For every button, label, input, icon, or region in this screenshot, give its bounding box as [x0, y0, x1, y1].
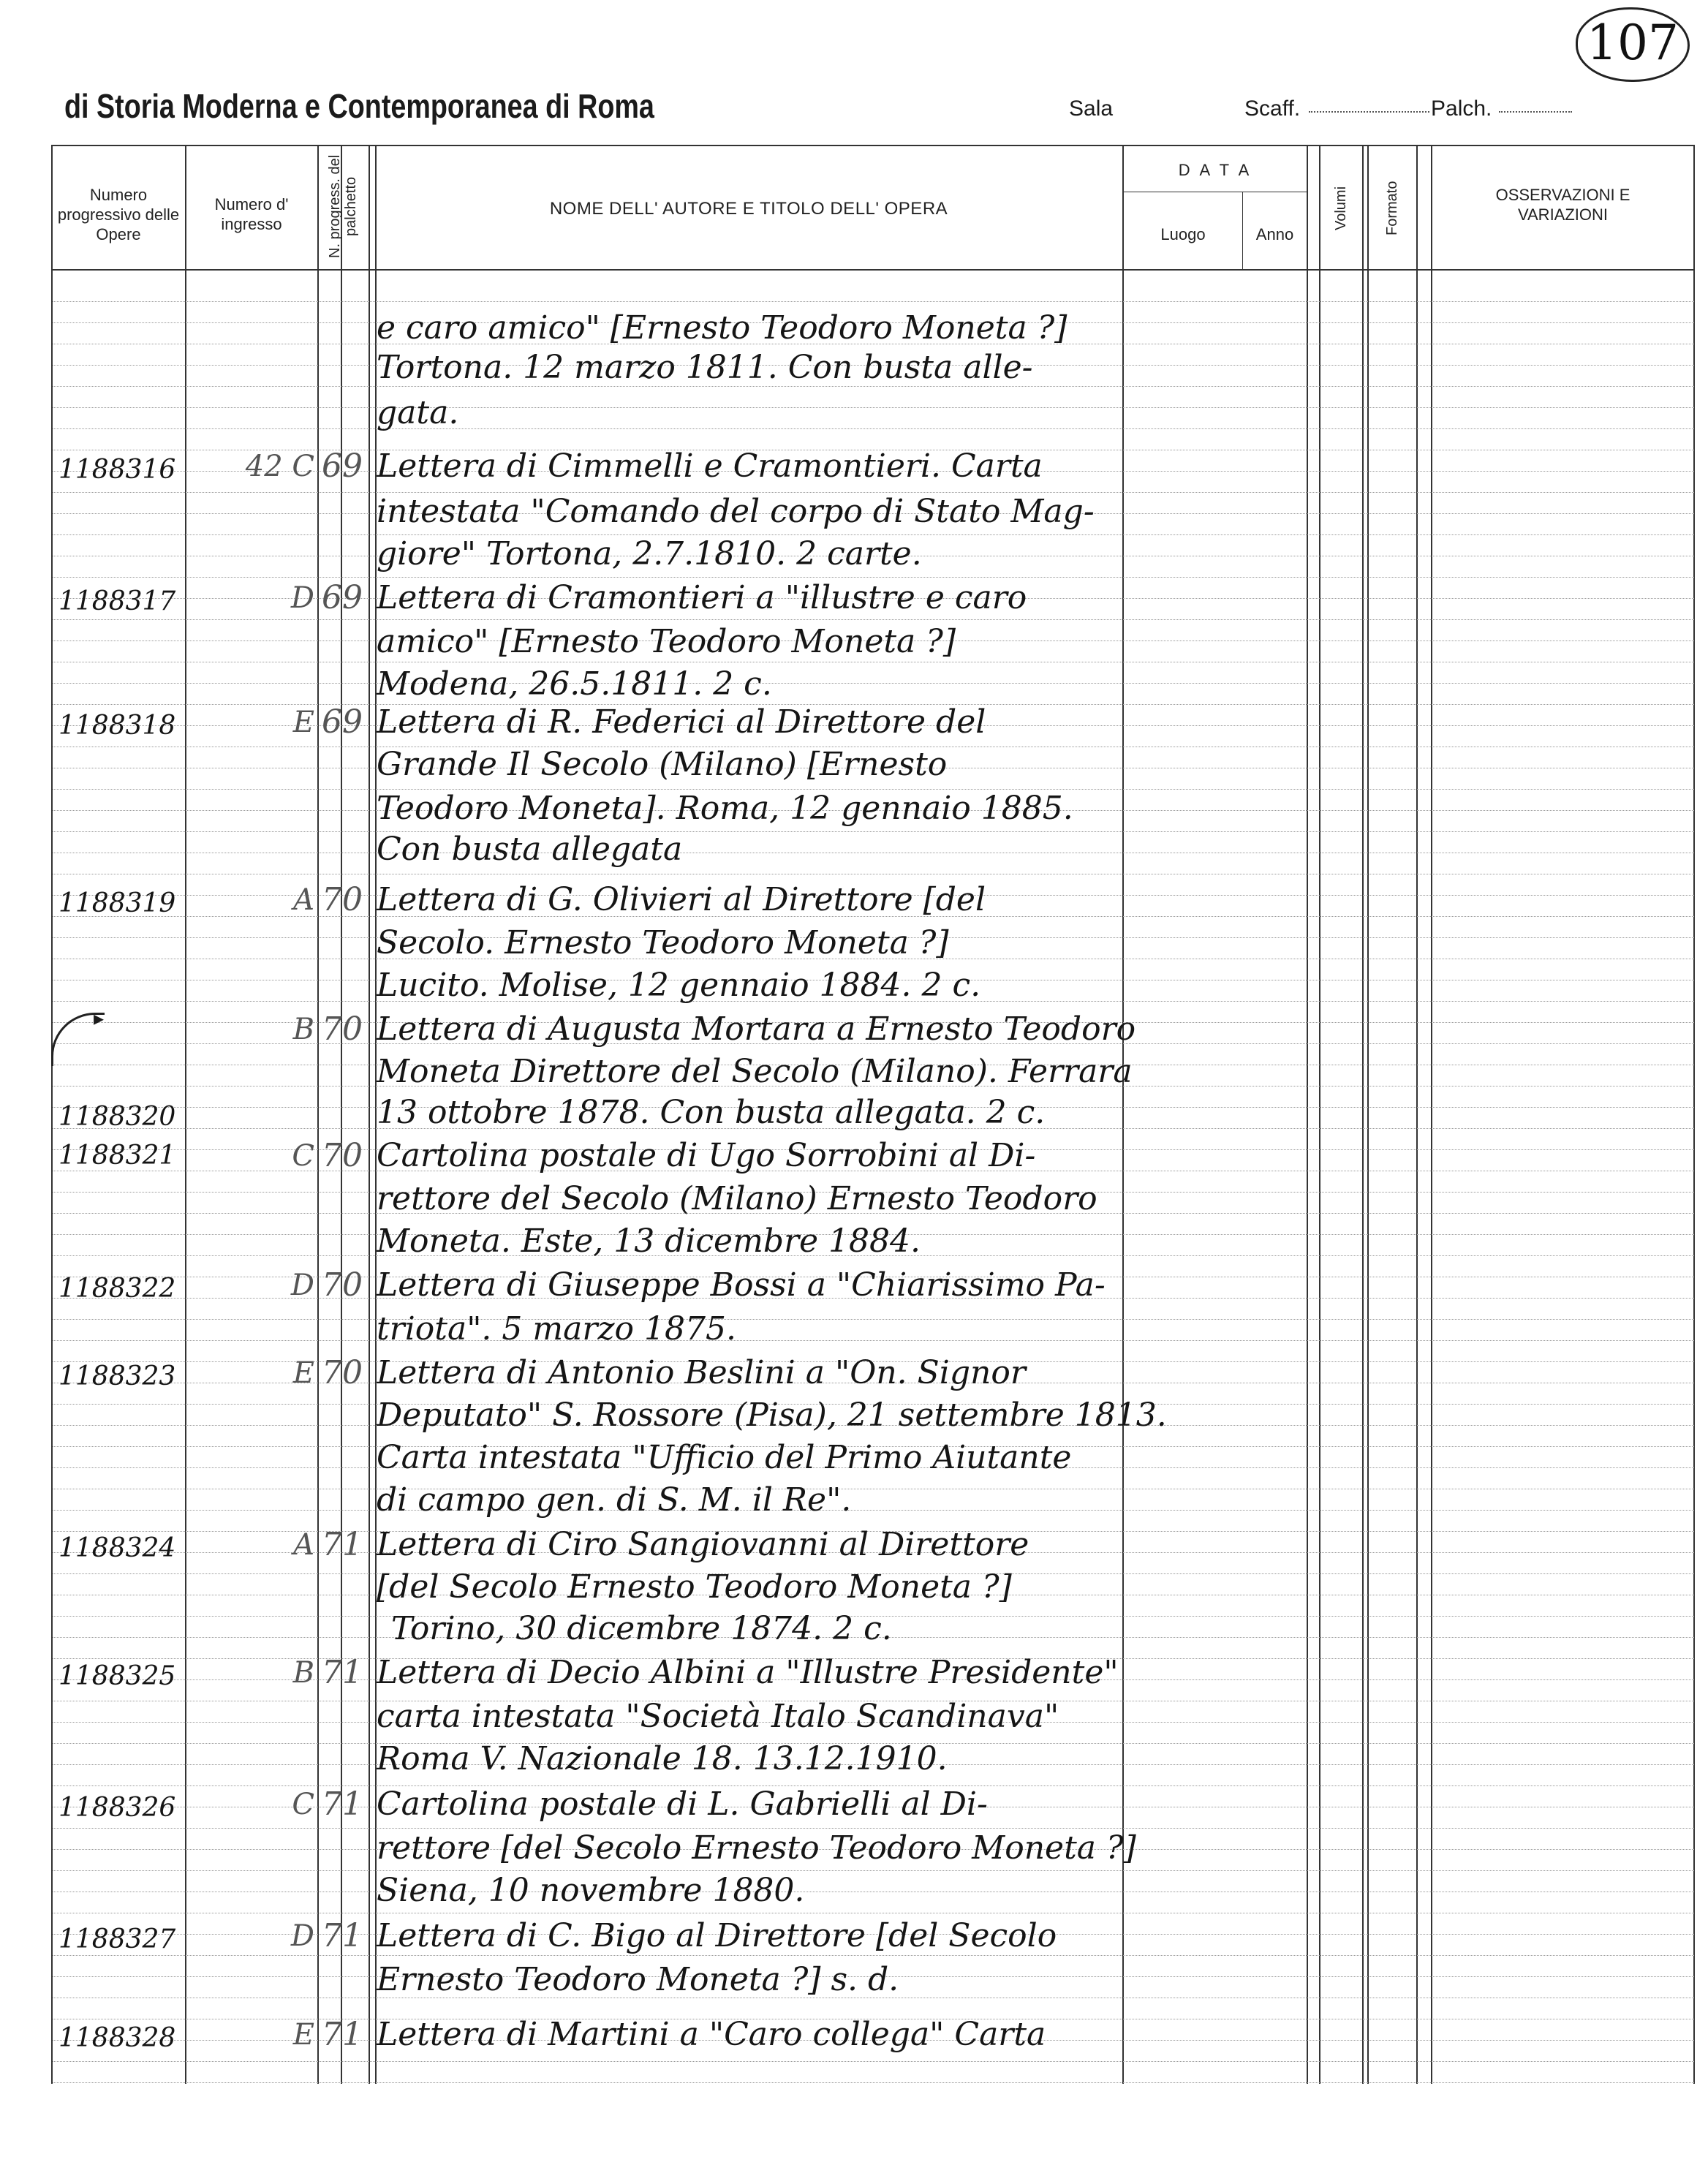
- col-header-osservazioni: OSSERVAZIONI E VARIAZIONI: [1495, 186, 1630, 224]
- entry-ingresso: D: [290, 1269, 314, 1302]
- entry-number: 1188316: [58, 455, 176, 485]
- entry-line: Siena, 10 novembre 1880.: [377, 1872, 805, 1909]
- col-header-formato: Formato: [1384, 181, 1400, 236]
- entry-line: Torino, 30 dicembre 1874. 2 c.: [391, 1610, 892, 1647]
- entry-ingresso: E: [292, 2018, 314, 2052]
- entry-line: e caro amico" [Ernesto Teodoro Moneta ?]: [377, 309, 1068, 347]
- entry-line: Tortona. 12 marzo 1811. Con busta alle-: [377, 349, 1033, 386]
- col-header-anno: Anno: [1255, 224, 1294, 243]
- entry-line: rettore del Secolo (Milano) Ernesto Teodoro: [377, 1180, 1097, 1217]
- entry-line: Lettera di Giuseppe Bossi a "Chiarissimo Pa-: [377, 1266, 1106, 1304]
- entry-line: rettore [del Secolo Ernesto Teodoro Moneta ?]: [377, 1829, 1136, 1867]
- entry-line: Modena, 26.5.1811. 2 c.: [377, 665, 772, 703]
- entry-line: Grande Il Secolo (Milano) [Ernesto: [377, 746, 948, 783]
- entry-number: 1188318: [58, 711, 176, 741]
- entry-line: Secolo. Ernesto Teodoro Moneta ?]: [377, 924, 949, 961]
- entry-ingresso: A: [293, 1528, 314, 1562]
- entry-line: Teodoro Moneta]. Roma, 12 gennaio 1885.: [377, 790, 1073, 827]
- entry-palchetto: 71: [322, 2016, 363, 2053]
- register-title: di Storia Moderna e Contemporanea di Roma: [64, 87, 654, 125]
- entry-line: Lettera di R. Federici al Direttore del: [377, 703, 986, 741]
- entry-line: triota". 5 marzo 1875.: [377, 1310, 736, 1348]
- col-line: [1693, 145, 1695, 2084]
- entry-line: intestata "Comando del corpo di Stato Mag-: [377, 493, 1095, 530]
- entry-line: Moneta Direttore del Secolo (Milano). Ferrara: [377, 1053, 1133, 1090]
- entry-number: 1188322: [58, 1274, 176, 1304]
- entry-line: Roma V. Nazionale 18. 13.12.1910.: [377, 1740, 948, 1777]
- header-bottom-border: [51, 269, 1695, 271]
- entry-line: Cartolina postale di Ugo Sorrobini al Di-: [377, 1137, 1036, 1174]
- entry-palchetto: 69: [322, 703, 363, 741]
- entry-line: Lettera di Cramontieri a "illustre e caro: [377, 579, 1027, 616]
- entry-line: Cartolina postale di L. Gabrielli al Di-: [377, 1785, 988, 1823]
- entry-line: Lettera di Martini a "Caro collega" Carta: [377, 2016, 1046, 2053]
- col-line: [317, 145, 319, 2084]
- ruled-line: [53, 2082, 1694, 2083]
- entry-line: Lettera di Ciro Sangiovanni al Direttore: [377, 1526, 1029, 1563]
- entry-number: 1188319: [58, 888, 176, 918]
- entry-ingresso: D: [290, 1919, 314, 1953]
- entry-number: 1188328: [58, 2023, 176, 2053]
- entry-number: 1188321: [58, 1141, 176, 1171]
- entry-ingresso: C: [292, 1139, 314, 1173]
- entry-number: 1188326: [58, 1793, 176, 1823]
- ruled-line: [53, 301, 1694, 302]
- entry-line: amico" [Ernesto Teodoro Moneta ?]: [377, 623, 956, 660]
- entry-line: Lettera di Antonio Beslini a "On. Signor: [377, 1354, 1026, 1391]
- entry-line: Deputato" S. Rossore (Pisa), 21 settembre 1813.: [377, 1397, 1167, 1434]
- entry-line: Moneta. Este, 13 dicembre 1884.: [377, 1222, 921, 1260]
- entry-number: 1188325: [58, 1661, 176, 1691]
- entry-line: giore" Tortona, 2.7.1810. 2 carte.: [377, 535, 922, 572]
- col-header-numero-progressivo: Numero progressivo delle Opere: [57, 185, 180, 243]
- entry-line: Lettera di Cimmelli e Cramontieri. Carta: [377, 447, 1043, 485]
- col-header-volumi: Volumi: [1333, 186, 1349, 231]
- col-header-data: D A T A: [1178, 160, 1252, 179]
- entry-ingresso: A: [293, 883, 314, 917]
- scaff-dotted-line: [1309, 111, 1429, 113]
- col-header-luogo: Luogo: [1160, 224, 1206, 243]
- sala-label: Sala: [1069, 97, 1114, 121]
- col-line: [51, 145, 53, 2084]
- entry-ingresso: 42 C: [245, 450, 314, 483]
- palch-label: Palch.: [1431, 97, 1492, 121]
- entry-palchetto: 70: [322, 881, 363, 918]
- entry-palchetto: 71: [322, 1654, 363, 1691]
- ruled-line: [53, 2061, 1694, 2062]
- entry-line: Lettera di C. Bigo al Direttore [del Secolo: [377, 1917, 1057, 1954]
- entry-palchetto: 69: [322, 447, 363, 485]
- table-top-border: [51, 145, 1695, 146]
- entry-line: Lettera di Augusta Mortara a Ernesto Teodoro: [377, 1010, 1136, 1048]
- page-number: 107: [1576, 7, 1690, 82]
- entry-ingresso: E: [292, 706, 314, 739]
- entry-number: 1188320: [58, 1102, 176, 1132]
- entry-palchetto: 69: [322, 579, 363, 616]
- entry-palchetto: 71: [322, 1526, 363, 1563]
- entry-palchetto: 71: [322, 1785, 363, 1823]
- col-header-n-progress: N. progress. del palchetto: [327, 154, 359, 259]
- arrow-icon: ▸: [94, 1006, 105, 1030]
- entry-line: Lettera di Decio Albini a "Illustre Presidente": [377, 1654, 1119, 1691]
- entry-ingresso: D: [290, 581, 314, 615]
- palch-dotted-line: [1499, 111, 1572, 113]
- entry-ingresso: E: [292, 1356, 314, 1390]
- entry-palchetto: 70: [322, 1010, 363, 1048]
- entry-line: Con busta allegata: [377, 831, 683, 868]
- entry-line: Lettera di G. Olivieri al Direttore [del: [377, 881, 986, 918]
- entry-line: gata.: [377, 394, 459, 431]
- scaff-label: Scaff.: [1244, 97, 1301, 121]
- entry-palchetto: 70: [322, 1354, 363, 1391]
- col-header-nome: NOME DELL' AUTORE E TITOLO DELL' OPERA: [549, 198, 948, 219]
- entry-line: [del Secolo Ernesto Teodoro Moneta ?]: [377, 1568, 1012, 1606]
- entry-ingresso: B: [292, 1013, 314, 1046]
- entry-number: 1188327: [58, 1924, 176, 1954]
- entry-number: 1188317: [58, 586, 176, 616]
- col-line: [185, 145, 186, 2084]
- entry-palchetto: 70: [322, 1137, 363, 1174]
- entry-palchetto: 71: [322, 1917, 363, 1954]
- entry-line: Carta intestata "Ufficio del Primo Aiutante: [377, 1439, 1072, 1476]
- entry-number: 1188324: [58, 1533, 176, 1563]
- entry-line: carta intestata "Società Italo Scandinava": [377, 1698, 1059, 1735]
- entry-number: 1188323: [58, 1361, 176, 1391]
- entry-line: di campo gen. di S. M. il Re".: [377, 1481, 852, 1519]
- entry-palchetto: 70: [322, 1266, 363, 1304]
- entry-line: Lucito. Molise, 12 gennaio 1884. 2 c.: [377, 967, 981, 1004]
- col-header-numero-ingresso: Numero d' ingresso: [214, 195, 289, 233]
- entry-ingresso: B: [292, 1656, 314, 1690]
- entry-ingresso: C: [292, 1788, 314, 1821]
- entry-line: Ernesto Teodoro Moneta ?] s. d.: [377, 1961, 899, 1998]
- ruled-line: [53, 619, 1694, 620]
- entry-line: 13 ottobre 1878. Con busta allegata. 2 c.: [377, 1094, 1046, 1131]
